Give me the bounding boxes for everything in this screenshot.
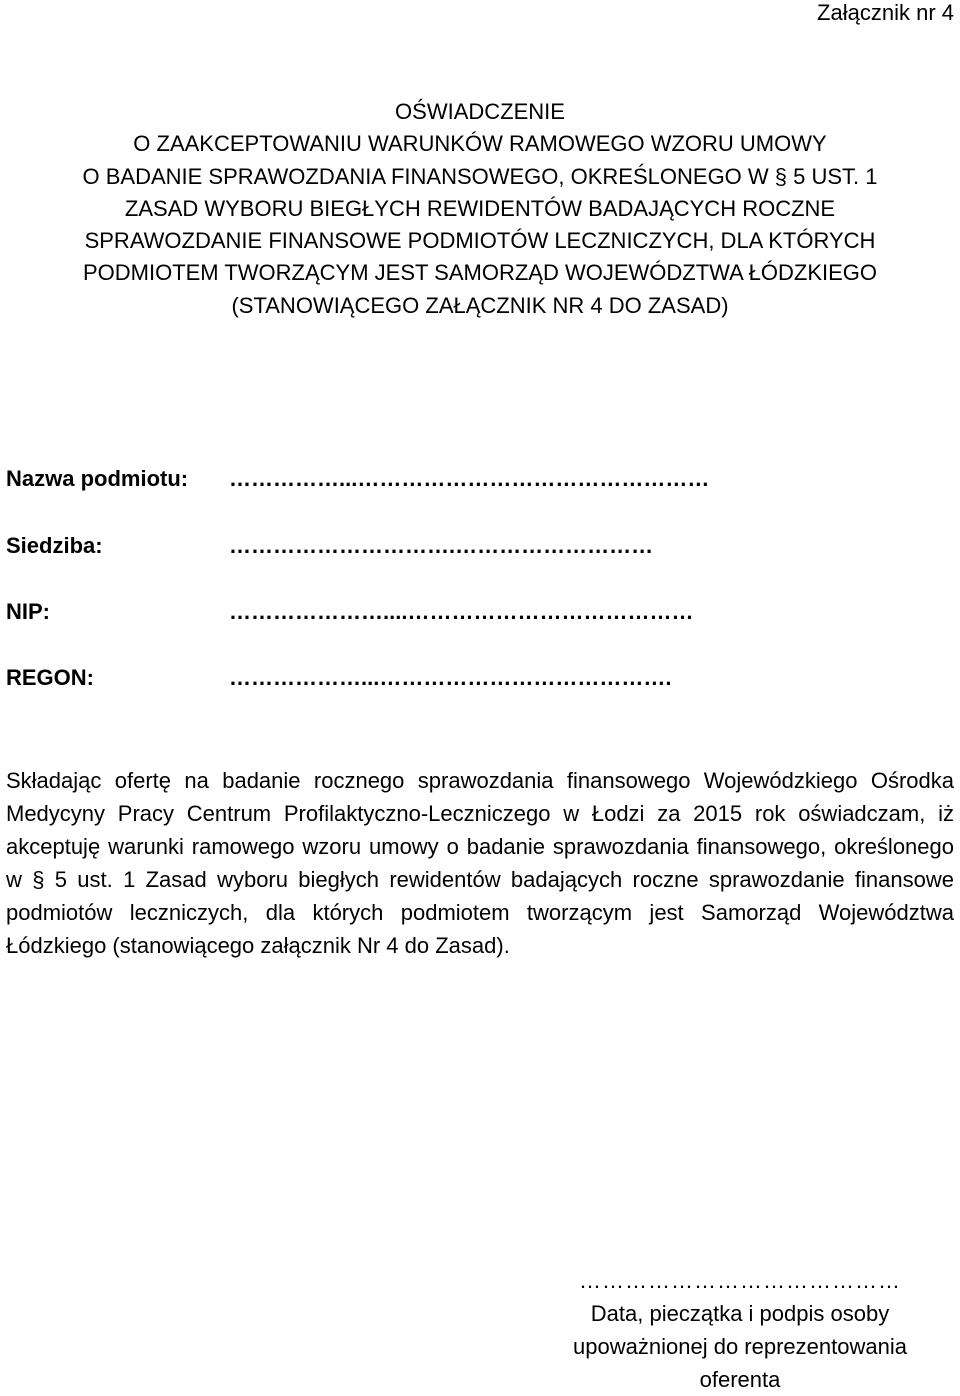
entity-name-value: ……………...………………………………………… [229,466,710,491]
declaration-paragraph: Składając ofertę na badanie rocznego sprawozdania finansowego Wojewódzkiego Ośrodka Medycyny Pracy Centrum Profilaktyczno-Leczniczego w Łodzi za 2015 rok oświadczam, iż akceptuję warunki ramowego wzoru umowy o badanie sprawozdania finansowego, określonego w § 5 ust. 1 Zasad wyboru biegłych rewidentów badających roczne sprawozdanie finansowe podmiotów leczniczych, dla których podmiotem tworzącym jest Samorząd Województwa Łódzkiego (stanowiącego załącznik Nr 4 do Zasad). [6,768,954,958]
entity-name-label: Nazwa podmiotu: [6,466,189,491]
signature-line: …………………………………… [579,1268,901,1293]
attachment-label: Załącznik nr 4 [817,0,954,25]
seat-label: Siedziba: [6,533,103,558]
nip-value: …………………....………………………………… [229,599,694,624]
nip-label: NIP: [6,599,50,624]
signature-caption-line: Data, pieczątka i podpis osoby [590,1301,890,1326]
regon-value: ………………...…………………………………. [229,665,672,690]
heading-title: OŚWIADCZENIE [395,99,565,124]
heading-line: ZASAD WYBORU BIEGŁYCH REWIDENTÓW BADAJĄCYCH ROCZNE [124,195,836,221]
heading-line: SPRAWOZDANIE FINANSOWE PODMIOTÓW LECZNICZYCH, DLA KTÓRYCH [84,228,876,254]
heading-line: PODMIOTEM TWORZĄCYM JEST SAMORZĄD WOJEWÓDZTWA ŁÓDZKIEGO [82,260,878,286]
regon-label: REGON: [6,665,94,690]
signature-block [540,1264,940,1396]
heading-line: (STANOWIĄCEGO ZAŁĄCZNIK NR 4 DO ZASAD) [231,292,729,318]
heading-line: O BADANIE SPRAWOZDANIA FINANSOWEGO, OKREŚLONEGO W § 5 UST. 1 [82,163,878,189]
signature-caption-line: oferenta [699,1367,781,1392]
document-heading [0,96,960,322]
signature-caption-line: upoważnionej do reprezentowania [573,1334,907,1359]
heading-line: O ZAAKCEPTOWANIU WARUNKÓW RAMOWEGO WZORU UMOWY [133,131,827,157]
seat-value: ………………………….……………………… [229,533,654,558]
